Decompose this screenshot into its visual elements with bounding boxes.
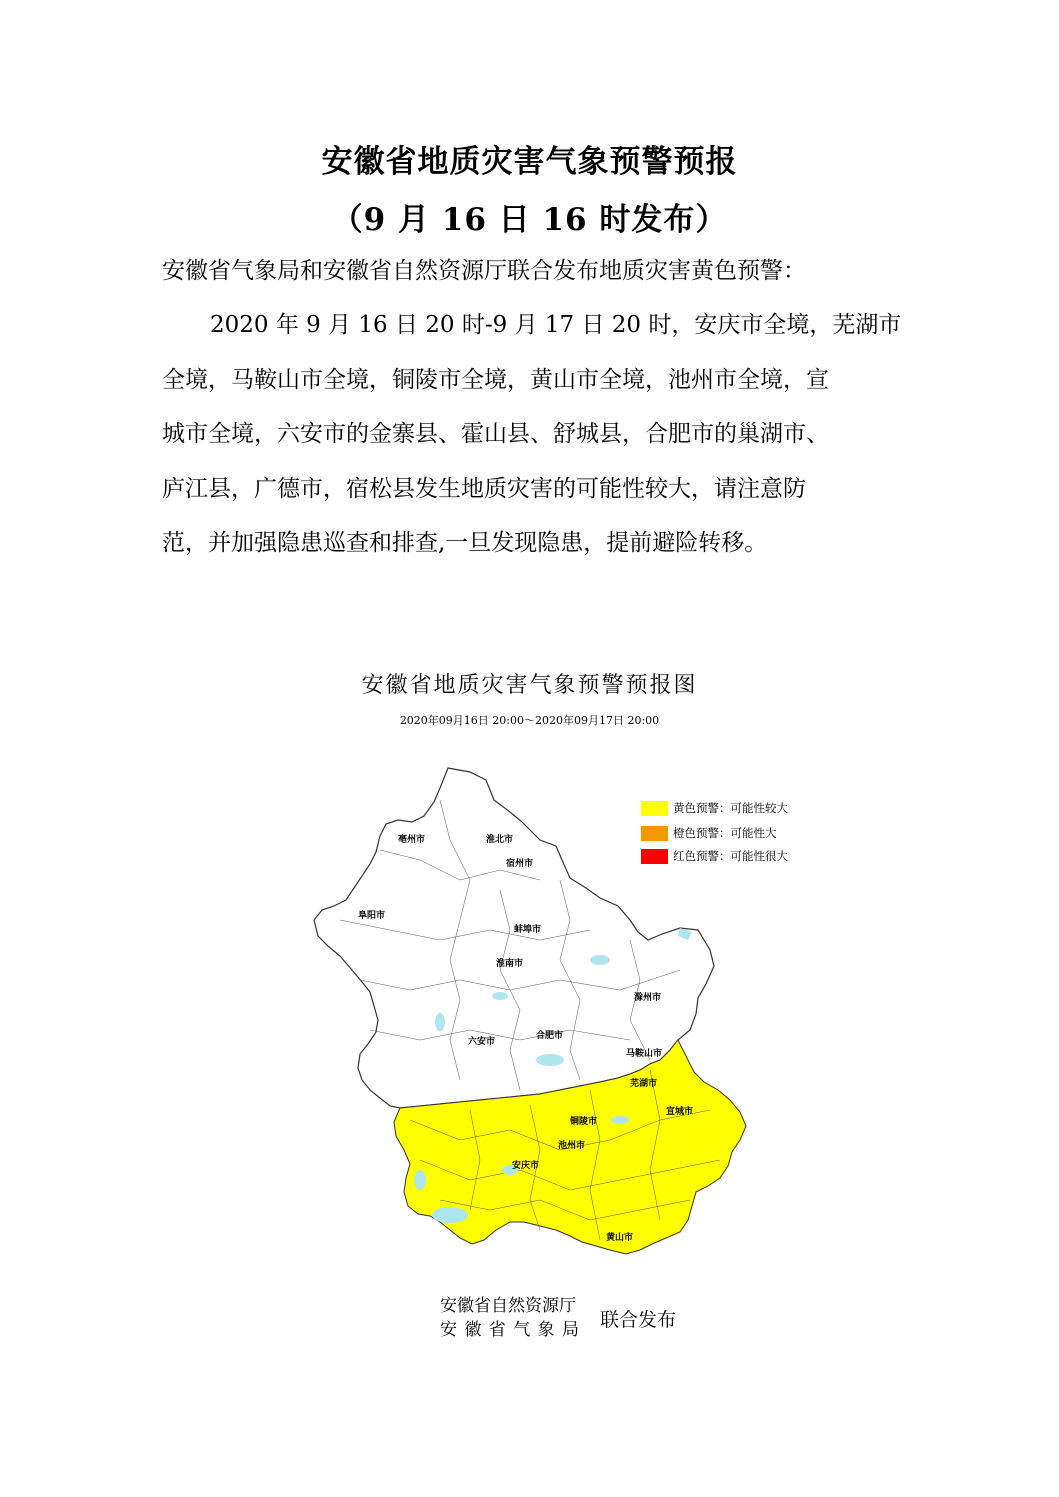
document-subtitle: （9 月 16 日 16 时发布） [331,202,728,238]
body-line: 全境，马鞍山市全境，铜陵市全境，黄山市全境，池州市全境，宣 [162,366,829,393]
city-label: 宿州市 [506,859,534,869]
legend-item-yellow [641,800,788,816]
body-line: 范，并加强隐患巡查和排查,一旦发现隐患，提前避险转移。 [162,530,768,556]
city-label: 淮北市 [486,835,514,845]
city-label: 阜阳市 [358,911,386,921]
body-line: 城市全境，六安市的金寨县、霍山县、舒城县，合肥市的巢湖市、 [162,421,829,447]
org-meteorological: 安徽省气象局 [440,1320,587,1340]
city-label: 宣城市 [666,1107,694,1117]
legend-item-orange [641,825,777,841]
map-period: 2020年09月16日 20:00～2020年09月17日 20:00 [399,714,660,727]
legend-label: 红色预警：可能性很大 [673,849,788,863]
city-label: 亳州市 [398,835,426,845]
map-title: 安徽省地质灾害气象预警预报图 [361,673,698,698]
legend-swatch [641,826,668,841]
body-line: 庐江县，广德市，宿松县发生地质灾害的可能性较大，请注意防 [162,475,806,502]
city-label: 黄山市 [606,1233,634,1243]
legend-swatch [641,849,668,864]
city-label: 合肥市 [536,1031,564,1041]
legend-item-red [641,848,788,864]
city-label: 马鞍山市 [626,1049,663,1059]
joint-release-label: 联合发布 [600,1309,677,1331]
intro-paragraph: 安徽省气象局和安徽省自然资源厅联合发布地质灾害黄色预警： [162,258,806,284]
city-label: 蚌埠市 [514,925,542,935]
issuing-organizations [440,1294,586,1342]
city-label: 六安市 [468,1037,496,1047]
document-title: 安徽省地质灾害气象预警预报 [321,144,738,180]
org-natural-resources: 安徽省自然资源厅 [440,1296,576,1316]
city-label: 安庆市 [512,1161,540,1171]
warning-body [162,298,902,571]
legend-label: 黄色预警：可能性较大 [673,801,788,815]
legend-swatch [641,801,668,816]
city-label: 芜湖市 [630,1079,658,1089]
city-label: 池州市 [558,1141,586,1151]
city-label: 淮南市 [496,959,524,969]
city-label: 滁州市 [634,993,662,1003]
city-label: 铜陵市 [570,1117,598,1127]
body-line: 2020 年 9 月 16 日 20 时-9 月 17 日 20 时，安庆市全境，芜湖市 [210,312,902,338]
legend-label: 橙色预警：可能性大 [673,826,777,840]
